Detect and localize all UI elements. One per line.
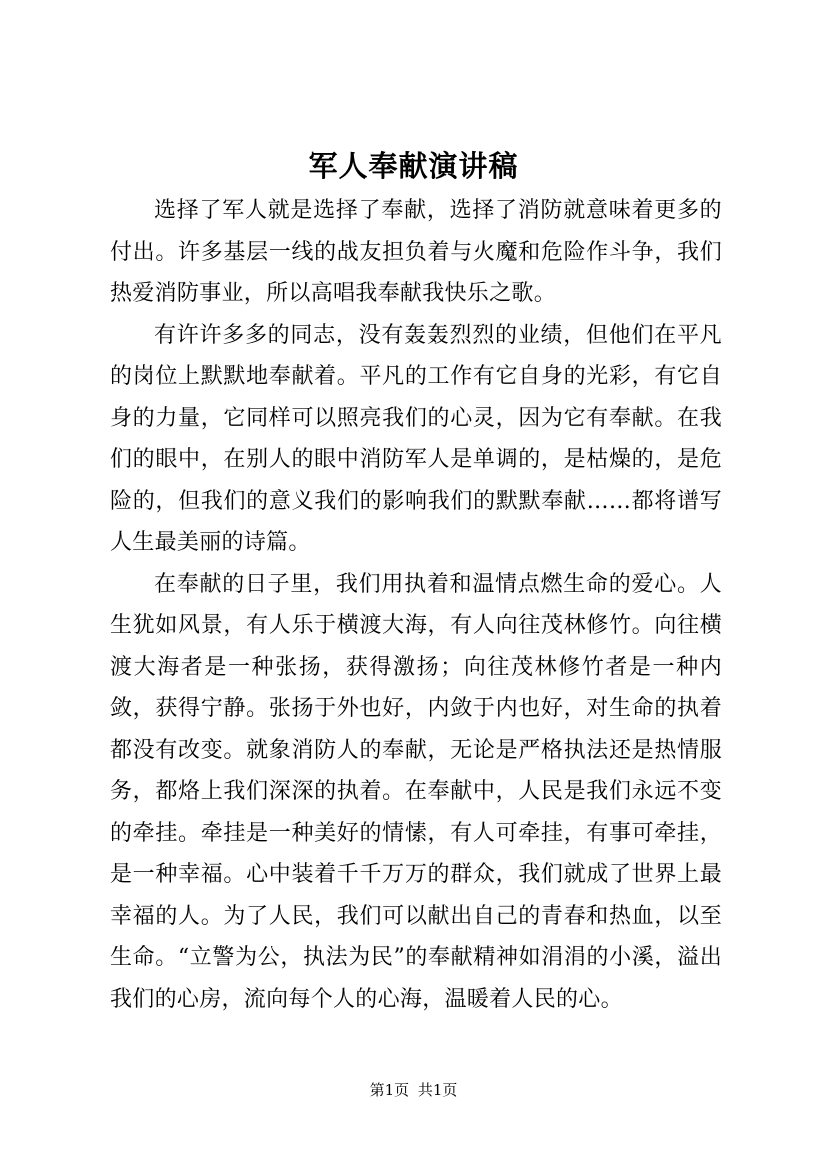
paragraph-3: 在奉献的日子里，我们用执着和温情点燃生命的爱心。人生犹如风景，有人乐于横渡大海，有人向往茂林修竹。向往横渡大海者是一种张扬，获得激扬；向往茂林修竹者是一种内敛，获得宁静。张扬于外也好，内敛于内也好，对生命的执着都没有改变。就象消防人的奉献，无论是严格执法还是热情服务，都烙上我们深深的执着。在奉献中，人民是我们永远不变的牵挂。牵挂是一种美好的情愫，有人可牵挂，有事可牵挂，是一种幸福。心中装着千千万万的群众，我们就成了世界上最幸福的人。为了人民，我们可以献出自己的青春和热血，以至生命。“立警为公，执法为民”的奉献精神如涓涓的小溪，溢出我们的心房，流向每个人的心海，温暖着人民的心。 [110,571,722,1012]
paragraph-2: 有许许多多的同志，没有轰轰烈烈的业绩，但他们在平凡的岗位上默默地奉献着。平凡的工作有它自身的光彩，有它自身的力量，它同样可以照亮我们的心灵，因为它有奉献。在我们的眼中，在别人的眼中消防军人是单调的，是枯燥的，是危险的，但我们的意义我们的影响我们的默默奉献……都将谱写人生最美丽的诗篇。 [110,322,722,555]
document-title: 军人奉献演讲稿 [308,149,519,183]
page-number: 第1页 [369,1081,410,1099]
page-total: 共1页 [417,1081,458,1099]
paragraph-1: 选择了军人就是选择了奉献，选择了消防就意味着更多的付出。许多基层一线的战友担负着与火魔和危险作斗争，我们热爱消防事业，所以高唱我奉献我快乐之歌。 [110,198,722,306]
document-body [110,190,722,1020]
page-footer [0,1080,827,1100]
